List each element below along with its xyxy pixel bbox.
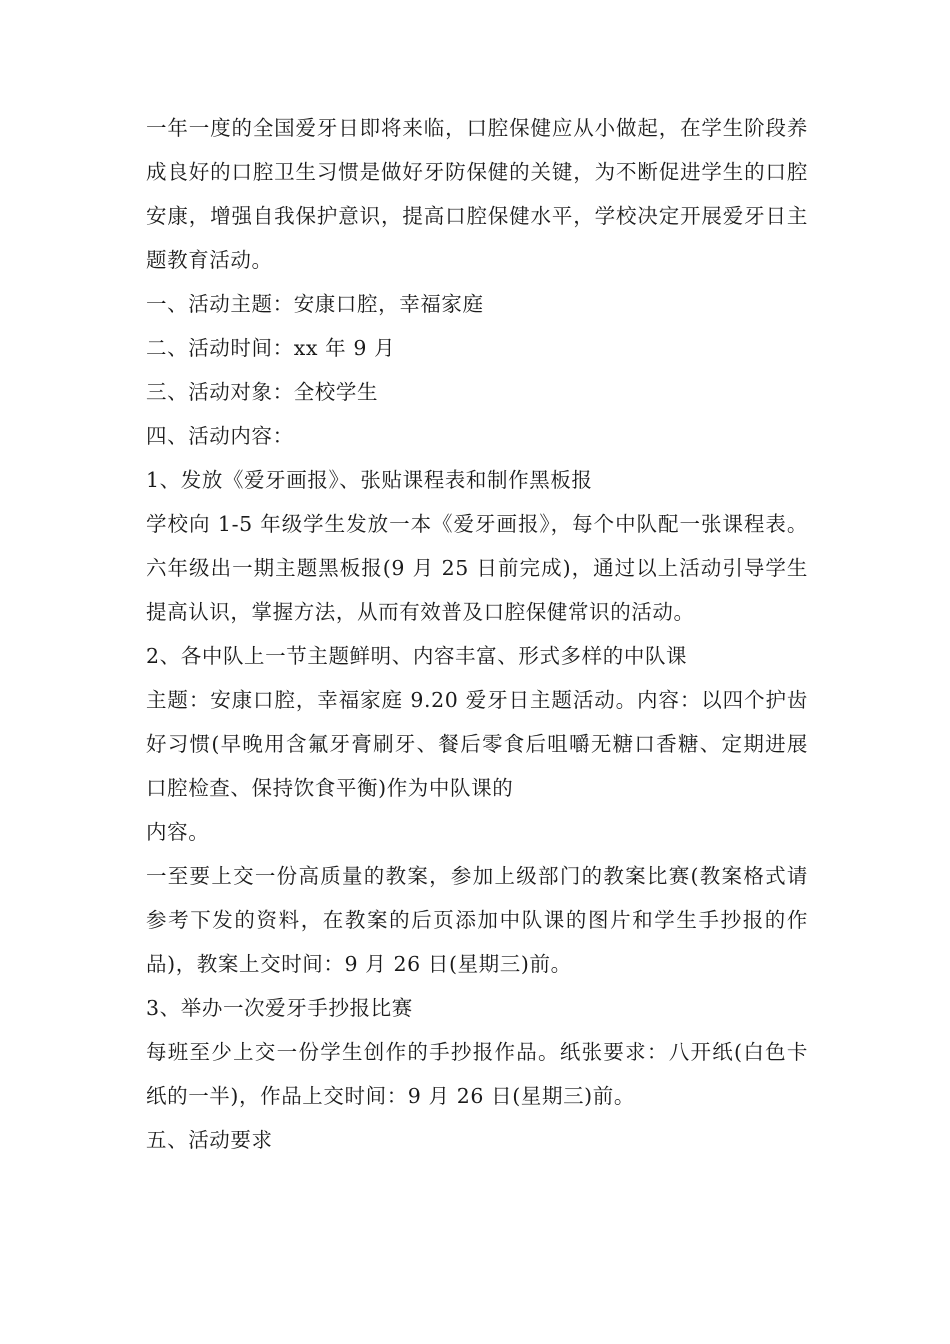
intro-paragraph: 一年一度的全国爱牙日即将来临，口腔保健应从小做起，在学生阶段养成良好的口腔卫生习惯是做好牙防保健的关键，为不断促进学生的口腔安康，增强自我保护意识，提高口腔保健水平，学校决定开展爱牙日主题教育活动。 — [146, 116, 808, 272]
item-1-heading: 1、发放《爱牙画报》、张贴课程表和制作黑板报 — [146, 468, 593, 492]
document-body — [146, 106, 808, 1162]
item-2-paragraph: 主题：安康口腔，幸福家庭 9.20 爱牙日主题活动。内容：以四个护齿好习惯(早晚用含氟牙膏刷牙、餐后零食后咀嚼无糖口香糖、定期进展口腔检查、保持饮食平衡)作为中队课的 — [146, 688, 808, 800]
section-theme: 一、活动主题：安康口腔，幸福家庭 — [146, 292, 484, 316]
section-time: 二、活动时间：xx 年 9 月 — [146, 336, 396, 360]
lesson-plan-paragraph: 一至要上交一份高质量的教案，参加上级部门的教案比赛(教案格式请参考下发的资料，在教案的后页添加中队课的图片和学生手抄报的作品)，教案上交时间：9 月 26 日(星期三)前。 — [146, 864, 808, 976]
section-requirements-heading: 五、活动要求 — [146, 1128, 273, 1152]
item-3-paragraph: 每班至少上交一份学生创作的手抄报作品。纸张要求：八开纸(白色卡纸的一半)，作品上交时间：9 月 26 日(星期三)前。 — [146, 1040, 808, 1108]
item-3-heading: 3、举办一次爱牙手抄报比赛 — [146, 996, 413, 1020]
item-2-paragraph-continued: 内容。 — [146, 820, 210, 844]
section-audience: 三、活动对象：全校学生 — [146, 380, 379, 404]
section-content-heading: 四、活动内容： — [146, 424, 294, 448]
item-2-heading: 2、各中队上一节主题鲜明、内容丰富、形式多样的中队课 — [146, 644, 688, 668]
item-1-paragraph: 学校向 1-5 年级学生发放一本《爱牙画报》，每个中队配一张课程表。六年级出一期主题黑板报(9 月 25 日前完成)，通过以上活动引导学生提高认识，掌握方法，从而有效普及口腔保健常识的活动。 — [146, 512, 808, 624]
